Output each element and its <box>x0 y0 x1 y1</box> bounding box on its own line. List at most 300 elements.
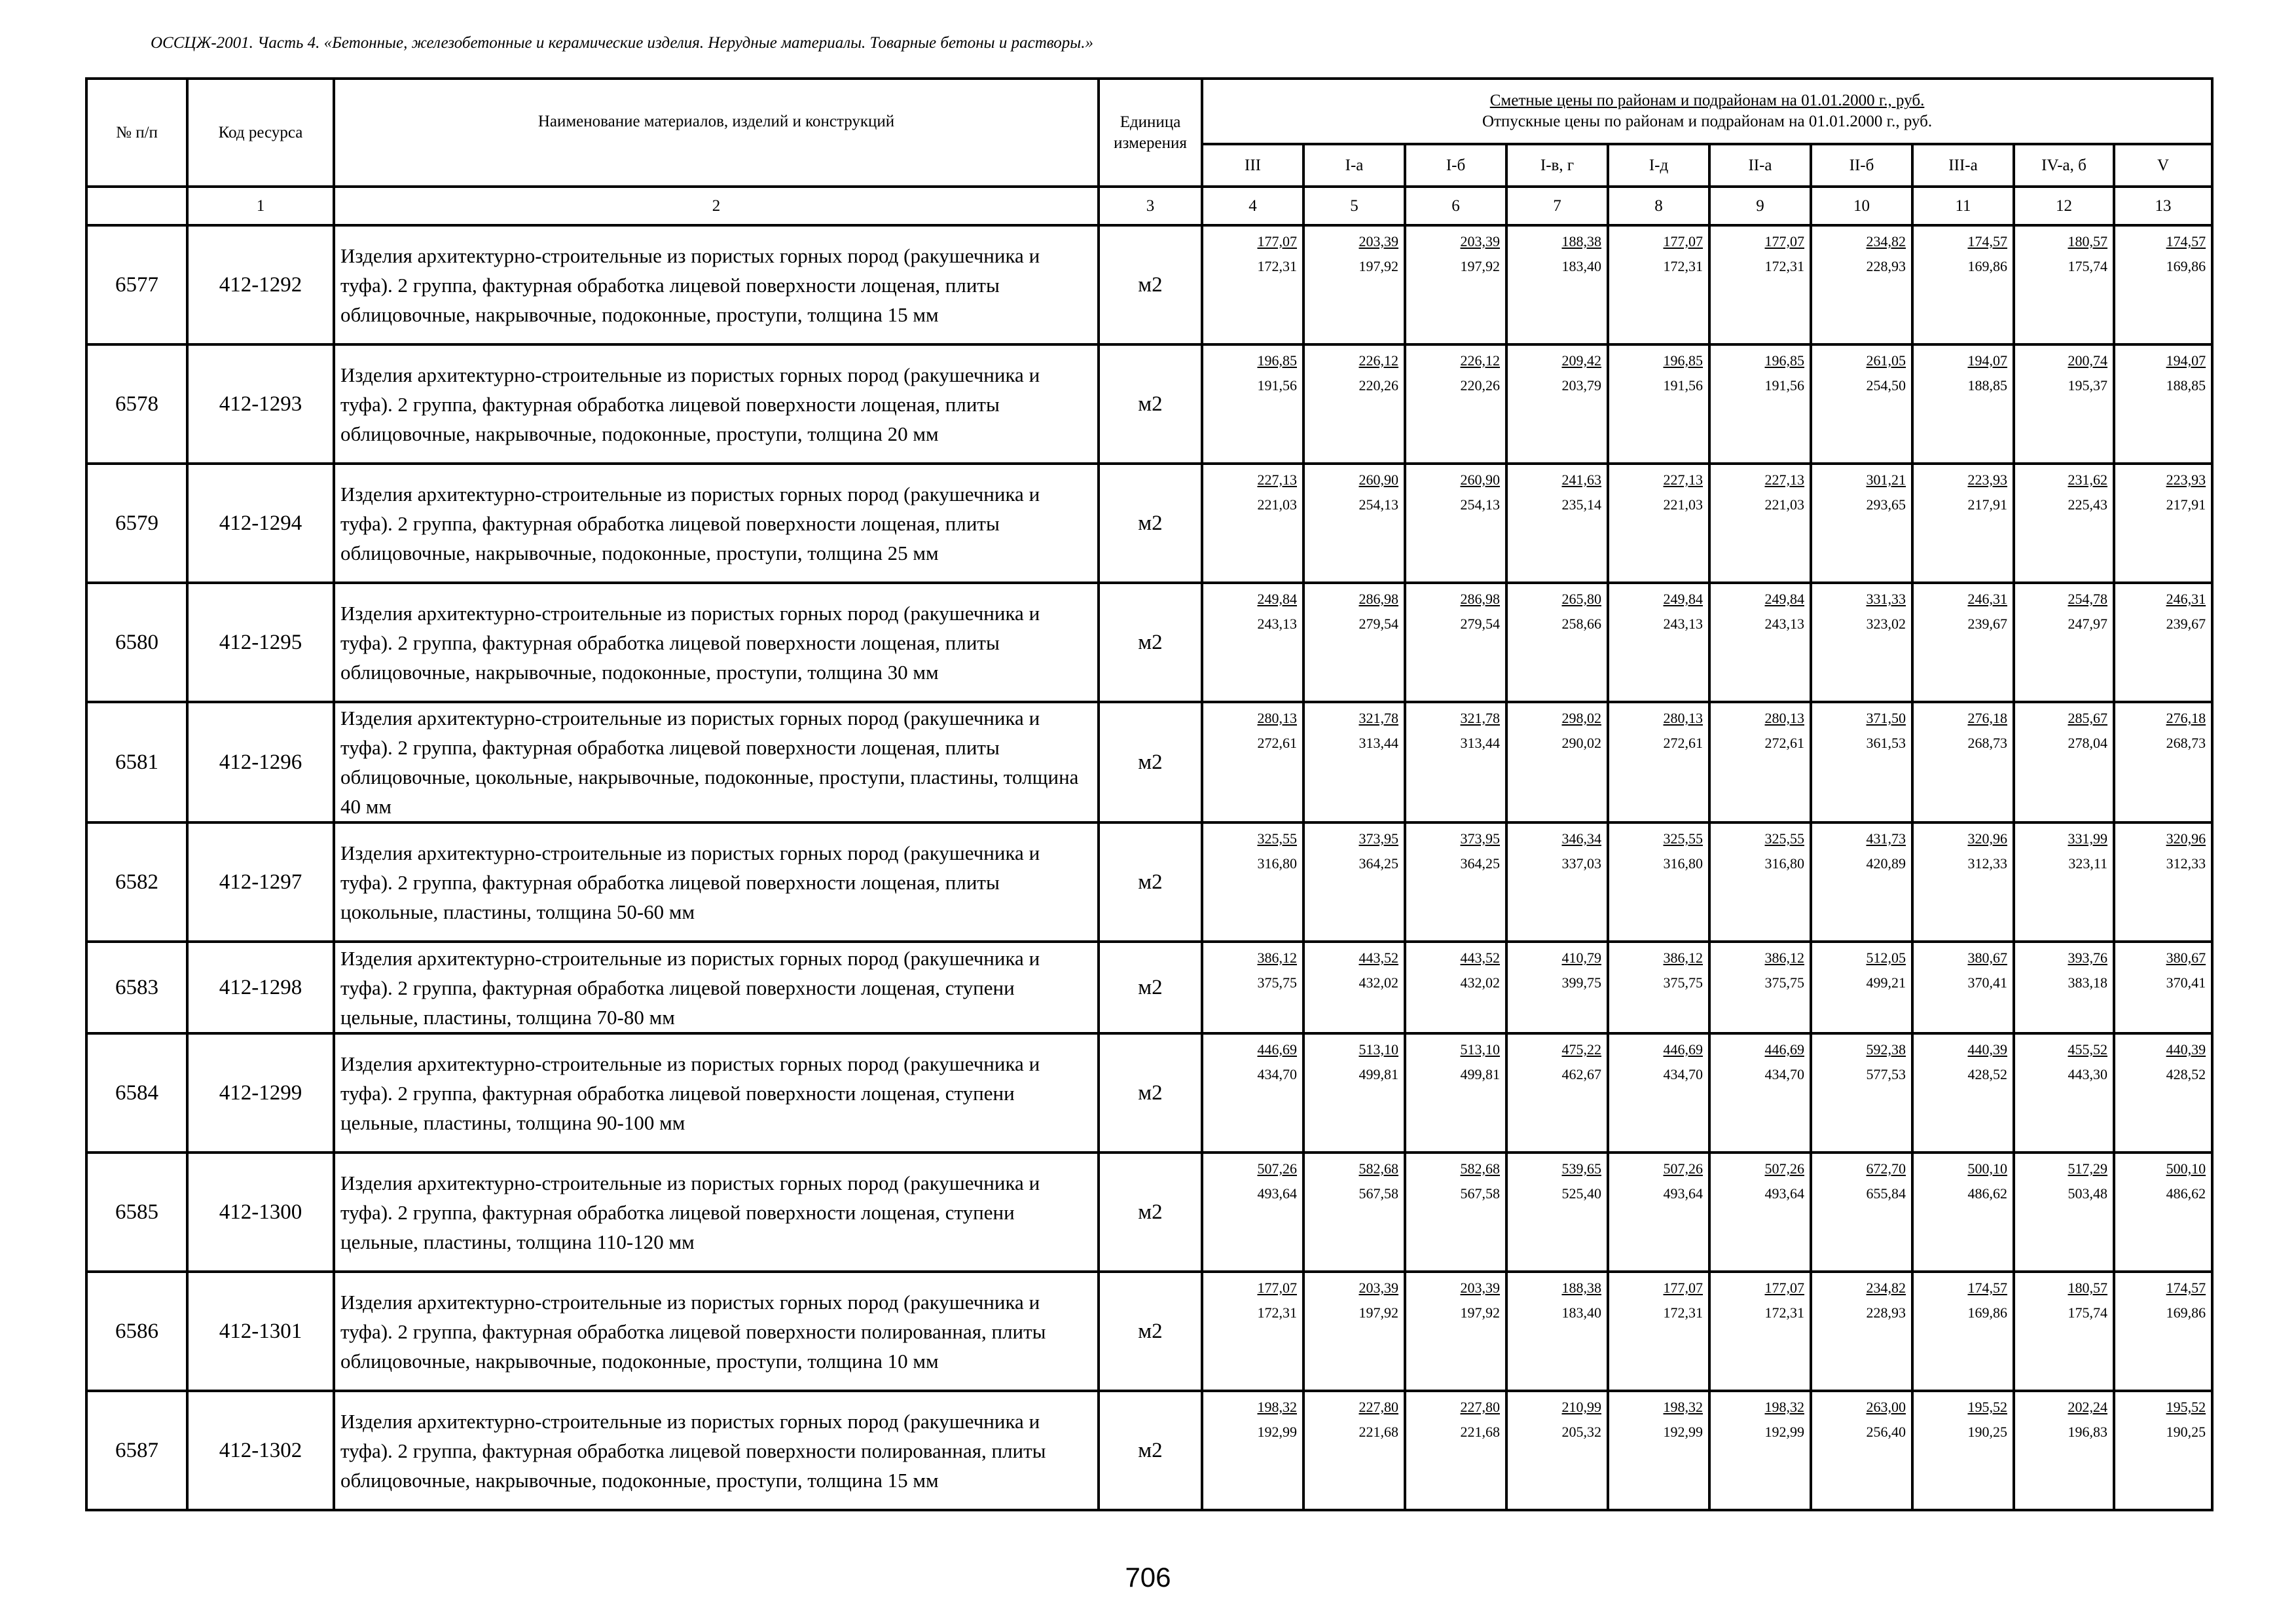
price-cell <box>1811 1391 1912 1510</box>
column-number: 12 <box>2014 187 2114 225</box>
release-price: 256,40 <box>1866 1424 1906 1440</box>
estimate-price: 203,39 <box>1358 233 1398 249</box>
estimate-price: 285,67 <box>2068 710 2107 726</box>
region-header: III <box>1202 144 1303 187</box>
price-cell <box>1608 1033 1709 1153</box>
price-cell <box>1202 464 1303 583</box>
column-number: 3 <box>1099 187 1202 225</box>
estimate-price: 500,10 <box>1967 1160 2007 1177</box>
release-price: 499,81 <box>1358 1066 1398 1082</box>
price-cell <box>1303 344 1405 464</box>
price-cell <box>1912 1272 2014 1391</box>
estimate-price: 203,39 <box>1460 1280 1500 1296</box>
estimate-price: 500,10 <box>2166 1160 2206 1177</box>
release-price: 337,03 <box>1561 855 1601 872</box>
estimate-price: 203,39 <box>1358 1280 1398 1296</box>
estimate-price: 582,68 <box>1358 1160 1398 1177</box>
resource-code: 412-1295 <box>187 583 334 702</box>
estimate-price: 280,13 <box>1663 710 1703 726</box>
release-price: 196,83 <box>2068 1424 2107 1440</box>
estimate-price: 261,05 <box>1866 352 1906 369</box>
prices-title-release: Отпускные цены по районам и подрайонам на 01.01.2000 г., руб. <box>1482 113 1933 130</box>
release-price: 486,62 <box>2166 1185 2206 1202</box>
estimate-price: 380,67 <box>1967 950 2007 966</box>
estimate-price: 672,70 <box>1866 1160 1906 1177</box>
estimate-price: 254,78 <box>2068 591 2107 607</box>
col-header-prices <box>1202 79 2212 144</box>
row-number: 6582 <box>86 822 187 942</box>
column-number: 10 <box>1811 187 1912 225</box>
unit-of-measure: м2 <box>1099 344 1202 464</box>
estimate-price: 507,26 <box>1663 1160 1703 1177</box>
material-name: Изделия архитектурно-строительные из пористых горных пород (ракушечника и туфа). 2 группа, фактурная обработка лицевой поверхности лощеная, плиты цокольные, пластины, толщина 50-60 мм <box>334 822 1099 942</box>
price-cell <box>2114 822 2212 942</box>
estimate-price: 226,12 <box>1460 352 1500 369</box>
estimate-price: 386,12 <box>1257 950 1297 966</box>
estimate-price: 203,39 <box>1460 233 1500 249</box>
price-cell <box>1912 702 2014 822</box>
estimate-price: 234,82 <box>1866 233 1906 249</box>
price-cell <box>1202 942 1303 1033</box>
price-cell <box>1202 1272 1303 1391</box>
price-cell <box>1912 344 2014 464</box>
unit-of-measure: м2 <box>1099 1391 1202 1510</box>
release-price: 567,58 <box>1358 1185 1398 1202</box>
release-price: 434,70 <box>1257 1066 1297 1082</box>
estimate-price: 231,62 <box>2068 471 2107 488</box>
price-cell <box>1608 1391 1709 1510</box>
material-name: Изделия архитектурно-строительные из пористых горных пород (ракушечника и туфа). 2 группа, фактурная обработка лицевой поверхности лощеная, ступени цельные, пластины, толщина 70-80 мм <box>334 942 1099 1033</box>
estimate-price: 512,05 <box>1866 950 1906 966</box>
estimate-price: 373,95 <box>1358 830 1398 847</box>
price-cell <box>1912 1391 2014 1510</box>
release-price: 272,61 <box>1764 735 1804 751</box>
price-cell <box>1811 225 1912 344</box>
estimate-price: 223,93 <box>2166 471 2206 488</box>
estimate-price: 223,93 <box>1967 471 2007 488</box>
estimate-price: 592,38 <box>1866 1041 1906 1058</box>
price-cell <box>2014 702 2114 822</box>
price-cell <box>1405 1033 1506 1153</box>
estimate-price: 380,67 <box>2166 950 2206 966</box>
column-number: 4 <box>1202 187 1303 225</box>
price-cell <box>1405 1153 1506 1272</box>
estimate-price: 174,57 <box>1967 233 2007 249</box>
price-cell <box>1405 344 1506 464</box>
price-cell <box>2014 1153 2114 1272</box>
material-name: Изделия архитектурно-строительные из пористых горных пород (ракушечника и туфа). 2 группа, фактурная обработка лицевой поверхности лощеная, плиты облицовочные, накрывочные, подоконные, проступи, толщина 15 мм <box>334 225 1099 344</box>
release-price: 175,74 <box>2068 258 2107 274</box>
release-price: 172,31 <box>1764 1304 1804 1321</box>
estimate-price: 443,52 <box>1358 950 1398 966</box>
release-price: 169,86 <box>1967 1304 2007 1321</box>
release-price: 191,56 <box>1764 377 1804 394</box>
release-price: 205,32 <box>1561 1424 1601 1440</box>
release-price: 323,02 <box>1866 616 1906 632</box>
release-price: 228,93 <box>1866 258 1906 274</box>
release-price: 175,74 <box>2068 1304 2107 1321</box>
price-cell <box>1303 1153 1405 1272</box>
row-number: 6584 <box>86 1033 187 1153</box>
price-cell <box>1303 464 1405 583</box>
release-price: 203,79 <box>1561 377 1601 394</box>
release-price: 221,68 <box>1358 1424 1398 1440</box>
unit-of-measure: м2 <box>1099 1153 1202 1272</box>
price-cell <box>2014 1391 2114 1510</box>
release-price: 197,92 <box>1358 1304 1398 1321</box>
unit-of-measure: м2 <box>1099 1272 1202 1391</box>
price-cell <box>1709 583 1811 702</box>
estimate-price: 246,31 <box>1967 591 2007 607</box>
estimate-price: 227,80 <box>1358 1399 1398 1415</box>
release-price: 172,31 <box>1257 1304 1297 1321</box>
release-price: 316,80 <box>1663 855 1703 872</box>
price-cell <box>1303 1391 1405 1510</box>
release-price: 499,81 <box>1460 1066 1500 1082</box>
estimate-price: 174,57 <box>2166 233 2206 249</box>
release-price: 221,03 <box>1764 496 1804 513</box>
release-price: 313,44 <box>1460 735 1500 751</box>
release-price: 268,73 <box>2166 735 2206 751</box>
unit-of-measure: м2 <box>1099 464 1202 583</box>
release-price: 290,02 <box>1561 735 1601 751</box>
estimate-price: 298,02 <box>1561 710 1601 726</box>
estimate-price: 246,31 <box>2166 591 2206 607</box>
price-cell <box>1405 822 1506 942</box>
estimate-price: 241,63 <box>1561 471 1601 488</box>
price-cell <box>1709 344 1811 464</box>
estimate-price: 209,42 <box>1561 352 1601 369</box>
estimate-price: 321,78 <box>1358 710 1398 726</box>
price-cell <box>1608 464 1709 583</box>
unit-of-measure: м2 <box>1099 225 1202 344</box>
release-price: 486,62 <box>1967 1185 2007 1202</box>
price-cell <box>1811 464 1912 583</box>
row-number: 6579 <box>86 464 187 583</box>
estimate-price: 195,52 <box>1967 1399 2007 1415</box>
release-price: 375,75 <box>1663 974 1703 991</box>
estimate-price: 198,32 <box>1663 1399 1703 1415</box>
release-price: 169,86 <box>2166 258 2206 274</box>
resource-code: 412-1300 <box>187 1153 334 1272</box>
release-price: 399,75 <box>1561 974 1601 991</box>
price-cell <box>2114 702 2212 822</box>
release-price: 172,31 <box>1663 1304 1703 1321</box>
estimate-price: 174,57 <box>2166 1280 2206 1296</box>
price-cell <box>1709 464 1811 583</box>
estimate-price: 226,12 <box>1358 352 1398 369</box>
price-cell <box>1709 702 1811 822</box>
release-price: 268,73 <box>1967 735 2007 751</box>
estimate-price: 280,13 <box>1764 710 1804 726</box>
estimate-price: 276,18 <box>1967 710 2007 726</box>
material-name: Изделия архитектурно-строительные из пористых горных пород (ракушечника и туфа). 2 группа, фактурная обработка лицевой поверхности лощеная, плиты облицовочные, накрывочные, подоконные, проступи, толщина 20 мм <box>334 344 1099 464</box>
release-price: 191,56 <box>1663 377 1703 394</box>
price-cell <box>1405 583 1506 702</box>
price-cell <box>2014 822 2114 942</box>
price-cell <box>1608 344 1709 464</box>
price-cell <box>1202 344 1303 464</box>
estimate-price: 196,85 <box>1257 352 1297 369</box>
unit-of-measure: м2 <box>1099 1033 1202 1153</box>
column-number: 9 <box>1709 187 1811 225</box>
row-number: 6577 <box>86 225 187 344</box>
estimate-price: 177,07 <box>1663 1280 1703 1296</box>
estimate-price: 331,33 <box>1866 591 1906 607</box>
estimate-price: 443,52 <box>1460 950 1500 966</box>
release-price: 254,50 <box>1866 377 1906 394</box>
table-row <box>86 702 2212 822</box>
resource-code: 412-1302 <box>187 1391 334 1510</box>
price-cell <box>2114 1272 2212 1391</box>
release-price: 169,86 <box>1967 258 2007 274</box>
release-price: 195,37 <box>2068 377 2107 394</box>
unit-of-measure: м2 <box>1099 822 1202 942</box>
col-header-unit: Единица измерения <box>1099 79 1202 187</box>
estimate-price: 227,80 <box>1460 1399 1500 1415</box>
estimate-price: 188,38 <box>1561 233 1601 249</box>
estimate-price: 393,76 <box>2068 950 2107 966</box>
estimate-price: 475,22 <box>1561 1041 1601 1058</box>
table-row <box>86 1272 2212 1391</box>
estimate-price: 321,78 <box>1460 710 1500 726</box>
release-price: 220,26 <box>1460 377 1500 394</box>
price-cell <box>1405 1272 1506 1391</box>
price-cell <box>2014 225 2114 344</box>
release-price: 428,52 <box>1967 1066 2007 1082</box>
price-cell <box>1303 1033 1405 1153</box>
page-header-title: ОССЦЖ-2001. Часть 4. «Бетонные, железобетонные и керамические изделия. Нерудные материалы. Товарные бетоны и растворы.» <box>151 34 1093 52</box>
price-cell <box>1608 702 1709 822</box>
release-price: 313,44 <box>1358 735 1398 751</box>
release-price: 254,13 <box>1460 496 1500 513</box>
release-price: 243,13 <box>1663 616 1703 632</box>
price-cell <box>2114 942 2212 1033</box>
price-cell <box>1709 225 1811 344</box>
release-price: 279,54 <box>1460 616 1500 632</box>
release-price: 361,53 <box>1866 735 1906 751</box>
estimate-price: 177,07 <box>1663 233 1703 249</box>
estimate-price: 260,90 <box>1358 471 1398 488</box>
table-row <box>86 225 2212 344</box>
release-price: 370,41 <box>1967 974 2007 991</box>
release-price: 493,64 <box>1764 1185 1804 1202</box>
price-cell <box>1608 1272 1709 1391</box>
release-price: 243,13 <box>1257 616 1297 632</box>
price-cell <box>1608 1153 1709 1272</box>
release-price: 217,91 <box>2166 496 2206 513</box>
estimate-price: 410,79 <box>1561 950 1601 966</box>
price-cell <box>1811 344 1912 464</box>
release-price: 192,99 <box>1663 1424 1703 1440</box>
price-cell <box>1811 942 1912 1033</box>
estimate-price: 198,32 <box>1257 1399 1297 1415</box>
price-cell <box>1709 1391 1811 1510</box>
resource-code: 412-1292 <box>187 225 334 344</box>
row-number: 6578 <box>86 344 187 464</box>
estimate-price: 210,99 <box>1561 1399 1601 1415</box>
row-number: 6586 <box>86 1272 187 1391</box>
price-cell <box>1202 1391 1303 1510</box>
unit-of-measure: м2 <box>1099 702 1202 822</box>
table-row <box>86 1153 2212 1272</box>
release-price: 239,67 <box>2166 616 2206 632</box>
release-price: 192,99 <box>1257 1424 1297 1440</box>
release-price: 272,61 <box>1257 735 1297 751</box>
estimate-price: 373,95 <box>1460 830 1500 847</box>
resource-code: 412-1296 <box>187 702 334 822</box>
estimate-price: 234,82 <box>1866 1280 1906 1296</box>
estimate-price: 174,57 <box>1967 1280 2007 1296</box>
estimate-price: 286,98 <box>1460 591 1500 607</box>
release-price: 228,93 <box>1866 1304 1906 1321</box>
release-price: 364,25 <box>1460 855 1500 872</box>
estimate-price: 513,10 <box>1358 1041 1398 1058</box>
column-number <box>86 187 187 225</box>
price-cell <box>2114 225 2212 344</box>
price-cell <box>1912 464 2014 583</box>
release-price: 192,99 <box>1764 1424 1804 1440</box>
release-price: 323,11 <box>2068 855 2107 872</box>
estimate-price: 539,65 <box>1561 1160 1601 1177</box>
column-number: 11 <box>1912 187 2014 225</box>
price-cell <box>1709 1272 1811 1391</box>
estimate-price: 202,24 <box>2068 1399 2107 1415</box>
estimate-price: 177,07 <box>1764 1280 1804 1296</box>
price-cell <box>2114 1153 2212 1272</box>
estimate-price: 386,12 <box>1764 950 1804 966</box>
price-cell <box>1303 1272 1405 1391</box>
release-price: 172,31 <box>1663 258 1703 274</box>
release-price: 217,91 <box>1967 496 2007 513</box>
price-cell <box>1608 942 1709 1033</box>
estimate-price: 276,18 <box>2166 710 2206 726</box>
estimate-price: 446,69 <box>1663 1041 1703 1058</box>
resource-code: 412-1294 <box>187 464 334 583</box>
material-name: Изделия архитектурно-строительные из пористых горных пород (ракушечника и туфа). 2 группа, фактурная обработка лицевой поверхности полированная, плиты облицовочные, накрывочные, подоконные, проступи, толщина 10 мм <box>334 1272 1099 1391</box>
region-header: III-а <box>1912 144 2014 187</box>
release-price: 169,86 <box>2166 1304 2206 1321</box>
column-number: 1 <box>187 187 334 225</box>
region-header: I-а <box>1303 144 1405 187</box>
material-name: Изделия архитектурно-строительные из пористых горных пород (ракушечника и туфа). 2 группа, фактурная обработка лицевой поверхности лощеная, плиты облицовочные, цокольные, накрывочные, подоконные, проступи, пластины, толщина 40 мм <box>334 702 1099 822</box>
region-header: II-б <box>1811 144 1912 187</box>
price-cell <box>1608 583 1709 702</box>
table-row <box>86 583 2212 702</box>
release-price: 493,64 <box>1663 1185 1703 1202</box>
price-cell <box>1912 583 2014 702</box>
release-price: 316,80 <box>1764 855 1804 872</box>
estimate-price: 582,68 <box>1460 1160 1500 1177</box>
estimate-price: 177,07 <box>1764 233 1804 249</box>
price-cell <box>1912 1033 2014 1153</box>
price-cell <box>1811 1153 1912 1272</box>
estimate-price: 227,13 <box>1257 471 1297 488</box>
release-price: 235,14 <box>1561 496 1601 513</box>
estimate-price: 325,55 <box>1257 830 1297 847</box>
price-cell <box>1303 942 1405 1033</box>
estimate-price: 177,07 <box>1257 1280 1297 1296</box>
resource-code: 412-1293 <box>187 344 334 464</box>
release-price: 188,85 <box>2166 377 2206 394</box>
estimate-price: 263,00 <box>1866 1399 1906 1415</box>
release-price: 258,66 <box>1561 616 1601 632</box>
price-cell <box>1506 1033 1608 1153</box>
release-price: 239,67 <box>1967 616 2007 632</box>
price-cell <box>2014 942 2114 1033</box>
material-name: Изделия архитектурно-строительные из пористых горных пород (ракушечника и туфа). 2 группа, фактурная обработка лицевой поверхности полированная, плиты облицовочные, накрывочные, подоконные, проступи, толщина 15 мм <box>334 1391 1099 1510</box>
estimate-price: 386,12 <box>1663 950 1703 966</box>
estimate-price: 200,74 <box>2068 352 2107 369</box>
estimate-price: 446,69 <box>1764 1041 1804 1058</box>
estimate-price: 227,13 <box>1663 471 1703 488</box>
estimate-price: 260,90 <box>1460 471 1500 488</box>
price-cell <box>1202 702 1303 822</box>
estimate-price: 325,55 <box>1663 830 1703 847</box>
row-number: 6587 <box>86 1391 187 1510</box>
release-price: 197,92 <box>1358 258 1398 274</box>
release-price: 525,40 <box>1561 1185 1601 1202</box>
estimate-price: 196,85 <box>1764 352 1804 369</box>
col-header-num: № п/п <box>86 79 187 187</box>
release-price: 254,13 <box>1358 496 1398 513</box>
price-cell <box>1506 942 1608 1033</box>
price-cell <box>1811 1033 1912 1153</box>
estimate-price: 371,50 <box>1866 710 1906 726</box>
release-price: 577,53 <box>1866 1066 1906 1082</box>
release-price: 220,26 <box>1358 377 1398 394</box>
row-number: 6580 <box>86 583 187 702</box>
release-price: 316,80 <box>1257 855 1297 872</box>
region-header: V <box>2114 144 2212 187</box>
material-name: Изделия архитектурно-строительные из пористых горных пород (ракушечника и туфа). 2 группа, фактурная обработка лицевой поверхности лощеная, ступени цельные, пластины, толщина 90-100 мм <box>334 1033 1099 1153</box>
estimate-price: 325,55 <box>1764 830 1804 847</box>
release-price: 183,40 <box>1561 258 1601 274</box>
price-cell <box>2114 583 2212 702</box>
table-row <box>86 1391 2212 1510</box>
estimate-price: 280,13 <box>1257 710 1297 726</box>
estimate-price: 320,96 <box>2166 830 2206 847</box>
estimate-price: 507,26 <box>1764 1160 1804 1177</box>
price-cell <box>1405 1391 1506 1510</box>
row-number: 6583 <box>86 942 187 1033</box>
price-cell <box>1506 225 1608 344</box>
price-cell <box>1506 1391 1608 1510</box>
estimate-price: 227,13 <box>1764 471 1804 488</box>
release-price: 272,61 <box>1663 735 1703 751</box>
price-cell <box>1303 225 1405 344</box>
material-name: Изделия архитектурно-строительные из пористых горных пород (ракушечника и туфа). 2 группа, фактурная обработка лицевой поверхности лощеная, ступени цельные, пластины, толщина 110-120 мм <box>334 1153 1099 1272</box>
release-price: 247,97 <box>2068 616 2107 632</box>
release-price: 190,25 <box>2166 1424 2206 1440</box>
estimate-price: 320,96 <box>1967 830 2007 847</box>
estimate-price: 455,52 <box>2068 1041 2107 1058</box>
release-price: 221,68 <box>1460 1424 1500 1440</box>
price-cell <box>1405 702 1506 822</box>
estimate-price: 194,07 <box>2166 352 2206 369</box>
column-number: 7 <box>1506 187 1608 225</box>
price-cell <box>1912 942 2014 1033</box>
region-header: I-в, г <box>1506 144 1608 187</box>
table-row <box>86 942 2212 1033</box>
row-number: 6585 <box>86 1153 187 1272</box>
release-price: 293,65 <box>1866 496 1906 513</box>
price-cell <box>1608 822 1709 942</box>
price-cell <box>2014 1272 2114 1391</box>
price-cell <box>1608 225 1709 344</box>
price-cell <box>1405 225 1506 344</box>
price-cell <box>1811 702 1912 822</box>
